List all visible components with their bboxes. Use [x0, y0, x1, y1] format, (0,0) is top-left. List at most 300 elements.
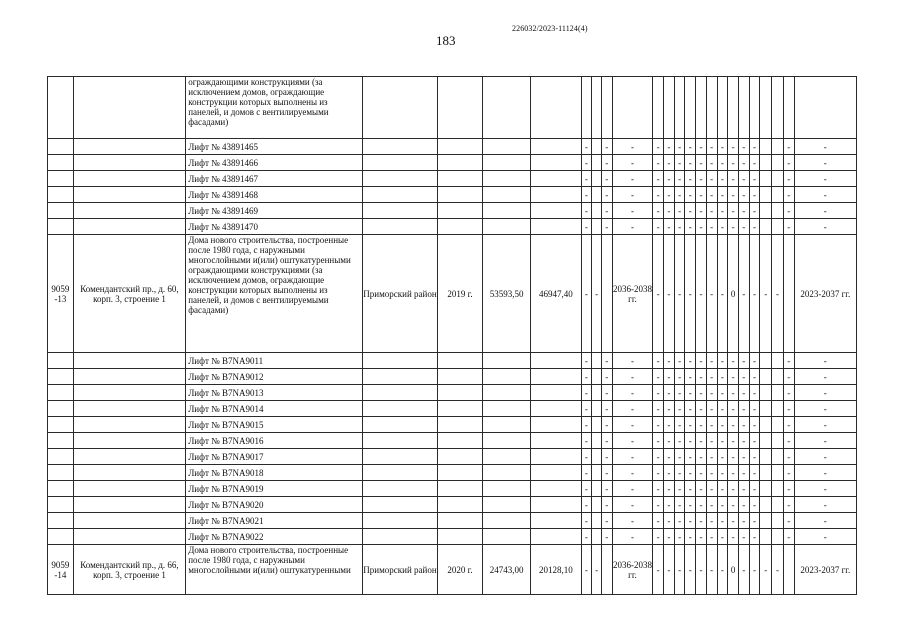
- cell-dash: -: [601, 155, 612, 171]
- cell-dash: -: [696, 497, 707, 513]
- cell-dash: -: [581, 235, 592, 353]
- cell-address: [73, 417, 186, 433]
- cell-dash: -: [581, 187, 592, 203]
- cell-dash: -: [749, 187, 760, 203]
- cell-year: [438, 139, 483, 155]
- cell-address: [73, 513, 186, 529]
- cell-empty: [696, 77, 707, 139]
- cell-district: [363, 353, 438, 369]
- cell-district: [363, 449, 438, 465]
- cell-dash: -: [794, 465, 856, 481]
- cell-dash: -: [783, 401, 794, 417]
- cell-dash: -: [601, 513, 612, 529]
- cell-dash: -: [717, 187, 728, 203]
- lift-row: [48, 449, 857, 465]
- cell-dash: -: [612, 171, 653, 187]
- cell-dash: -: [601, 219, 612, 235]
- cell-dash: -: [674, 155, 685, 171]
- cell-number: [48, 481, 74, 497]
- cell-dash: [772, 385, 784, 401]
- house-row: [48, 545, 857, 595]
- cell-dash: [760, 385, 772, 401]
- cell-dash: -: [674, 353, 685, 369]
- cell-dash: -: [674, 497, 685, 513]
- cell-district: [363, 513, 438, 529]
- cell-dash: -: [706, 449, 717, 465]
- cell-area-total: [483, 139, 531, 155]
- cell-repair-period: 2036-2038 гг.: [612, 545, 653, 595]
- cell-dash: -: [783, 171, 794, 187]
- register-body: [48, 77, 857, 595]
- cell-area-living: [531, 433, 581, 449]
- cell-dash: -: [674, 545, 685, 595]
- cell-dash: -: [728, 187, 739, 203]
- cell-number: [48, 139, 74, 155]
- cell-district: [363, 219, 438, 235]
- cell-dash: -: [696, 187, 707, 203]
- cell-dash: -: [706, 155, 717, 171]
- cell-dash: -: [653, 401, 664, 417]
- cell-area-total: 24743,00: [483, 545, 531, 595]
- cell-area-total: [483, 203, 531, 219]
- cell-year: [438, 171, 483, 187]
- cell-dash: -: [783, 385, 794, 401]
- cell-dash: -: [685, 417, 696, 433]
- cell-dash: [772, 449, 784, 465]
- cell-dash: -: [685, 385, 696, 401]
- cell-dash: -: [738, 513, 749, 529]
- cell-dash: -: [601, 529, 612, 545]
- cell-description: Лифт № B7NA9012: [186, 369, 363, 385]
- cell-dash: -: [674, 449, 685, 465]
- cell-address: [73, 203, 186, 219]
- cell-dash: -: [685, 529, 696, 545]
- cell-dash: -: [674, 513, 685, 529]
- cell-area-total: [483, 433, 531, 449]
- cell-dash: -: [772, 545, 784, 595]
- cell-dash: -: [581, 513, 592, 529]
- cell-dash: -: [601, 449, 612, 465]
- cell-empty: [612, 77, 653, 139]
- cell-dash: -: [685, 481, 696, 497]
- cell-dash: -: [653, 187, 664, 203]
- cell-number: [48, 497, 74, 513]
- cell-empty: [738, 77, 749, 139]
- cell-empty: [438, 77, 483, 139]
- cell-dash: -: [717, 465, 728, 481]
- cell-dash: -: [794, 513, 856, 529]
- cell-dash: -: [653, 235, 664, 353]
- cell-number: [48, 529, 74, 545]
- cell-year: 2020 г.: [438, 545, 483, 595]
- document-number: 226032/2023-11124(4): [512, 24, 588, 33]
- cell-dash: -: [794, 139, 856, 155]
- cell-dash: -: [685, 187, 696, 203]
- cell-dash: [783, 235, 794, 353]
- cell-dash: -: [760, 235, 772, 353]
- cell-dash: -: [664, 465, 675, 481]
- cell-dash: -: [794, 369, 856, 385]
- cell-dash: -: [612, 203, 653, 219]
- cell-dash: -: [674, 235, 685, 353]
- cell-dash: -: [749, 219, 760, 235]
- cell-dash: -: [749, 171, 760, 187]
- cell-district: [363, 433, 438, 449]
- cell-dash: -: [717, 545, 728, 595]
- cell-description: Лифт № 43891465: [186, 139, 363, 155]
- cell-dash: -: [664, 155, 675, 171]
- cell-number: [48, 465, 74, 481]
- cell-area-total: [483, 187, 531, 203]
- cell-number: [48, 417, 74, 433]
- cell-dash: -: [612, 385, 653, 401]
- cell-dash: [592, 353, 602, 369]
- cell-description: Лифт № 43891467: [186, 171, 363, 187]
- cell-dash: -: [664, 171, 675, 187]
- continuation-row: [48, 77, 857, 139]
- cell-dash: -: [717, 369, 728, 385]
- cell-year: [438, 433, 483, 449]
- lift-row: [48, 513, 857, 529]
- cell-dash: -: [581, 545, 592, 595]
- cell-dash: -: [706, 235, 717, 353]
- cell-dash: -: [612, 513, 653, 529]
- cell-dash: -: [581, 529, 592, 545]
- cell-dash: -: [653, 203, 664, 219]
- cell-dash: [772, 417, 784, 433]
- cell-dash: -: [749, 369, 760, 385]
- cell-number: [48, 77, 74, 139]
- cell-year: [438, 353, 483, 369]
- cell-dash: -: [794, 219, 856, 235]
- cell-dash: -: [612, 529, 653, 545]
- cell-address: [73, 187, 186, 203]
- cell-dash: -: [728, 155, 739, 171]
- cell-dash: -: [664, 235, 675, 353]
- cell-description: Дома нового строительства, построенные после 1980 года, с наружными многослойными и(или) оштукатуренными ограждающими конструкциями (за исключением домов, ограждающие конструкции которых выполнены из панелей, и домов с вентилируемыми фасадами): [186, 235, 363, 353]
- cell-dash: -: [728, 513, 739, 529]
- cell-empty: [717, 77, 728, 139]
- cell-dash: -: [581, 401, 592, 417]
- cell-dash: -: [581, 369, 592, 385]
- cell-dash: -: [738, 353, 749, 369]
- cell-empty: [592, 77, 602, 139]
- cell-dash: -: [612, 497, 653, 513]
- cell-dash: -: [674, 417, 685, 433]
- cell-area-total: [483, 385, 531, 401]
- register-table: [47, 76, 857, 595]
- cell-final-period: 2023-2037 гг.: [794, 545, 856, 595]
- cell-dash: -: [601, 171, 612, 187]
- cell-address: [73, 155, 186, 171]
- cell-dash: -: [728, 171, 739, 187]
- cell-dash: -: [738, 219, 749, 235]
- cell-dash: -: [664, 187, 675, 203]
- cell-dash: -: [612, 139, 653, 155]
- cell-description: Лифт № B7NA9020: [186, 497, 363, 513]
- cell-dash: [772, 171, 784, 187]
- cell-dash: -: [674, 369, 685, 385]
- cell-dash: -: [674, 465, 685, 481]
- cell-dash: [772, 353, 784, 369]
- cell-dash: -: [728, 385, 739, 401]
- lift-row: [48, 529, 857, 545]
- cell-year: [438, 369, 483, 385]
- cell-dash: -: [612, 465, 653, 481]
- cell-dash: [592, 203, 602, 219]
- cell-dash: -: [664, 417, 675, 433]
- cell-dash: -: [738, 417, 749, 433]
- cell-zero: 0: [728, 235, 739, 353]
- cell-area-total: 53593,50: [483, 235, 531, 353]
- cell-dash: -: [696, 481, 707, 497]
- cell-year: [438, 219, 483, 235]
- cell-area-living: [531, 385, 581, 401]
- lift-row: [48, 385, 857, 401]
- cell-area-total: [483, 353, 531, 369]
- cell-description: ограждающими конструкциями (за исключением домов, ограждающие конструкции которых выполнены из панелей, и домов с вентилируемыми фасадами): [186, 77, 363, 139]
- cell-dash: -: [664, 219, 675, 235]
- cell-address: Комендантский пр., д. 60, корп. 3, строение 1: [73, 235, 186, 353]
- cell-dash: -: [728, 353, 739, 369]
- cell-area-living: 46947,40: [531, 235, 581, 353]
- cell-number: [48, 171, 74, 187]
- cell-dash: -: [653, 369, 664, 385]
- cell-dash: -: [601, 481, 612, 497]
- cell-dash: -: [664, 369, 675, 385]
- cell-dash: -: [601, 139, 612, 155]
- cell-dash: [592, 465, 602, 481]
- cell-year: [438, 155, 483, 171]
- cell-empty: [794, 77, 856, 139]
- cell-dash: -: [612, 187, 653, 203]
- cell-address: [73, 77, 186, 139]
- cell-dash: -: [728, 465, 739, 481]
- cell-district: [363, 529, 438, 545]
- cell-dash: [772, 155, 784, 171]
- cell-dash: -: [783, 529, 794, 545]
- cell-dash: [592, 497, 602, 513]
- cell-dash: [772, 369, 784, 385]
- cell-number: [48, 187, 74, 203]
- cell-district: [363, 497, 438, 513]
- cell-dash: -: [685, 139, 696, 155]
- cell-dash: -: [738, 465, 749, 481]
- cell-dash: -: [794, 481, 856, 497]
- cell-dash: -: [717, 481, 728, 497]
- cell-dash: -: [749, 139, 760, 155]
- cell-dash: -: [772, 235, 784, 353]
- lift-row: [48, 219, 857, 235]
- cell-dash: -: [738, 385, 749, 401]
- cell-dash: -: [717, 353, 728, 369]
- lift-row: [48, 433, 857, 449]
- cell-dash: -: [717, 513, 728, 529]
- cell-dash: -: [794, 401, 856, 417]
- cell-number: [48, 449, 74, 465]
- cell-dash: [592, 513, 602, 529]
- cell-dash: -: [717, 203, 728, 219]
- cell-dash: [760, 369, 772, 385]
- cell-description: Лифт № 43891466: [186, 155, 363, 171]
- cell-dash: -: [592, 235, 602, 353]
- cell-dash: -: [749, 385, 760, 401]
- cell-area-total: [483, 219, 531, 235]
- cell-area-total: [483, 497, 531, 513]
- cell-dash: [772, 401, 784, 417]
- cell-dash: -: [738, 401, 749, 417]
- lift-row: [48, 353, 857, 369]
- cell-dash: -: [738, 433, 749, 449]
- cell-dash: -: [717, 433, 728, 449]
- cell-dash: -: [685, 203, 696, 219]
- cell-dash: -: [783, 139, 794, 155]
- cell-dash: -: [728, 497, 739, 513]
- cell-area-total: [483, 529, 531, 545]
- cell-dash: -: [653, 465, 664, 481]
- cell-dash: [772, 497, 784, 513]
- cell-dash: -: [653, 513, 664, 529]
- cell-dash: -: [664, 139, 675, 155]
- cell-dash: -: [783, 481, 794, 497]
- cell-district: [363, 139, 438, 155]
- cell-dash: -: [706, 385, 717, 401]
- cell-dash: -: [728, 417, 739, 433]
- cell-dash: -: [653, 219, 664, 235]
- cell-zero: 0: [728, 545, 739, 595]
- cell-dash: -: [706, 369, 717, 385]
- cell-dash: -: [581, 219, 592, 235]
- cell-dash: -: [783, 219, 794, 235]
- cell-dash: -: [696, 219, 707, 235]
- cell-dash: [760, 513, 772, 529]
- cell-dash: -: [674, 219, 685, 235]
- cell-empty: [760, 77, 772, 139]
- cell-dash: -: [685, 545, 696, 595]
- cell-dash: -: [674, 433, 685, 449]
- cell-dash: -: [794, 497, 856, 513]
- cell-empty: [363, 77, 438, 139]
- cell-dash: -: [581, 139, 592, 155]
- cell-description: Лифт № 43891470: [186, 219, 363, 235]
- cell-dash: [772, 433, 784, 449]
- cell-area-total: [483, 417, 531, 433]
- cell-dash: -: [706, 529, 717, 545]
- cell-dash: -: [794, 203, 856, 219]
- cell-address: [73, 529, 186, 545]
- cell-dash: -: [612, 433, 653, 449]
- cell-dash: -: [653, 433, 664, 449]
- cell-dash: -: [783, 449, 794, 465]
- cell-dash: -: [601, 353, 612, 369]
- cell-dash: -: [706, 353, 717, 369]
- cell-year: [438, 449, 483, 465]
- cell-year: [438, 187, 483, 203]
- cell-district: [363, 417, 438, 433]
- cell-dash: -: [601, 497, 612, 513]
- cell-dash: -: [674, 529, 685, 545]
- cell-description: Лифт № B7NA9017: [186, 449, 363, 465]
- cell-dash: -: [728, 369, 739, 385]
- cell-address: [73, 433, 186, 449]
- cell-dash: -: [664, 401, 675, 417]
- cell-dash: -: [601, 433, 612, 449]
- cell-description: Лифт № 43891469: [186, 203, 363, 219]
- cell-area-living: [531, 155, 581, 171]
- cell-dash: [592, 449, 602, 465]
- cell-dash: -: [674, 203, 685, 219]
- cell-address: [73, 385, 186, 401]
- cell-dash: -: [696, 401, 707, 417]
- cell-dash: [592, 155, 602, 171]
- lift-row: [48, 401, 857, 417]
- cell-empty: [685, 77, 696, 139]
- cell-dash: -: [717, 497, 728, 513]
- cell-empty: [531, 77, 581, 139]
- cell-dash: -: [685, 235, 696, 353]
- cell-dash: -: [696, 139, 707, 155]
- cell-area-total: [483, 369, 531, 385]
- cell-area-living: [531, 171, 581, 187]
- cell-district: [363, 401, 438, 417]
- cell-year: [438, 203, 483, 219]
- cell-area-living: [531, 219, 581, 235]
- cell-dash: -: [674, 139, 685, 155]
- cell-dash: [772, 139, 784, 155]
- cell-empty: [601, 545, 612, 595]
- cell-dash: [592, 187, 602, 203]
- lift-row: [48, 369, 857, 385]
- cell-area-living: [531, 353, 581, 369]
- cell-dash: -: [612, 353, 653, 369]
- cell-district: [363, 187, 438, 203]
- cell-dash: -: [738, 481, 749, 497]
- cell-description: Лифт № B7NA9019: [186, 481, 363, 497]
- cell-empty: [783, 77, 794, 139]
- cell-dash: -: [794, 187, 856, 203]
- cell-dash: -: [738, 203, 749, 219]
- cell-dash: [592, 385, 602, 401]
- cell-dash: -: [581, 203, 592, 219]
- cell-dash: -: [664, 449, 675, 465]
- cell-number: [48, 369, 74, 385]
- cell-description: Дома нового строительства, построенные после 1980 года, с наружными многослойными и(или) оштукатуренными: [186, 545, 363, 595]
- cell-year: [438, 417, 483, 433]
- cell-district: Приморский район: [363, 235, 438, 353]
- cell-dash: -: [685, 449, 696, 465]
- cell-dash: -: [612, 449, 653, 465]
- cell-dash: -: [717, 449, 728, 465]
- cell-area-total: [483, 401, 531, 417]
- cell-dash: -: [706, 401, 717, 417]
- cell-area-living: [531, 203, 581, 219]
- cell-area-total: [483, 171, 531, 187]
- cell-dash: [772, 465, 784, 481]
- cell-dash: [760, 497, 772, 513]
- cell-dash: -: [685, 465, 696, 481]
- cell-dash: [772, 529, 784, 545]
- cell-dash: [760, 529, 772, 545]
- cell-dash: [760, 401, 772, 417]
- cell-dash: -: [717, 401, 728, 417]
- cell-dash: -: [664, 529, 675, 545]
- cell-dash: [760, 187, 772, 203]
- cell-dash: -: [738, 171, 749, 187]
- cell-address: [73, 139, 186, 155]
- cell-dash: -: [581, 353, 592, 369]
- cell-year: [438, 465, 483, 481]
- cell-dash: [592, 139, 602, 155]
